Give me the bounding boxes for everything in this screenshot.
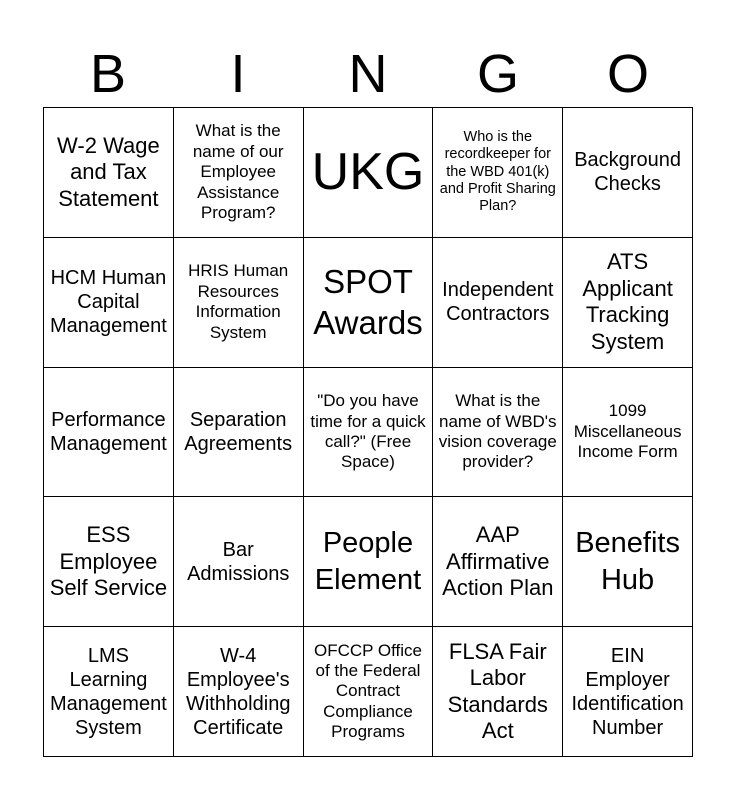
bingo-board xyxy=(43,107,693,757)
bingo-header xyxy=(43,42,693,106)
bingo-cell-r1c3[interactable] xyxy=(304,108,434,238)
cell-label: "Do you have time for a quick call?" (Free Space) xyxy=(310,391,426,472)
bingo-cell-r3c1[interactable] xyxy=(44,368,174,498)
bingo-cell-r3c4[interactable] xyxy=(433,368,563,498)
cell-label: Separation Agreements xyxy=(184,408,293,455)
cell-label: AAP Affirmative Action Plan xyxy=(442,522,554,600)
header-letter-n: N xyxy=(348,44,388,104)
bingo-cell-r4c5[interactable] xyxy=(563,497,693,627)
cell-label: OFCCP Office of the Federal Contract Compliance Programs xyxy=(313,640,422,742)
bingo-cell-r4c1[interactable] xyxy=(44,497,174,627)
cell-label: Performance Management xyxy=(50,408,167,455)
bingo-cell-r5c2[interactable] xyxy=(174,627,304,757)
cell-label: ATS Applicant Tracking System xyxy=(582,249,673,354)
bingo-cell-free-space[interactable] xyxy=(304,368,434,498)
cell-label: EIN Employer Identification Number xyxy=(571,644,684,739)
cell-label: ESS Employee Self Service xyxy=(49,522,168,600)
cell-label: Independent Contractors xyxy=(442,279,554,326)
header-letter-b: B xyxy=(89,44,127,104)
cell-label: What is the name of WBD's vision coverage provider? xyxy=(438,391,557,472)
bingo-cell-r3c5[interactable] xyxy=(563,368,693,498)
cell-label: What is the name of our Employee Assistance Program? xyxy=(192,121,284,222)
bingo-cell-r5c1[interactable] xyxy=(44,627,174,757)
header-letter-o: O xyxy=(606,44,649,104)
cell-label: Bar Admissions xyxy=(187,538,290,585)
bingo-cell-r2c1[interactable] xyxy=(44,238,174,368)
bingo-cell-r4c3[interactable] xyxy=(304,497,434,627)
bingo-cell-r5c3[interactable] xyxy=(304,627,434,757)
cell-label: Benefits Hub xyxy=(575,526,680,596)
cell-label: LMS Learning Management System xyxy=(50,644,167,739)
bingo-cell-r1c5[interactable] xyxy=(563,108,693,238)
bingo-cell-r1c1[interactable] xyxy=(44,108,174,238)
cell-label: 1099 Miscellaneous Income Form xyxy=(573,401,682,462)
cell-label: W-2 Wage and Tax Statement xyxy=(57,132,160,211)
bingo-cell-r3c2[interactable] xyxy=(174,368,304,498)
bingo-cell-r5c4[interactable] xyxy=(433,627,563,757)
bingo-cell-r1c2[interactable] xyxy=(174,108,304,238)
cell-label: Who is the recordkeeper for the WBD 401(k) and Profit Sharing Plan? xyxy=(439,128,556,215)
bingo-cell-r2c4[interactable] xyxy=(433,238,563,368)
cell-label: UKG xyxy=(311,143,425,202)
cell-label: HRIS Human Resources Information System xyxy=(188,261,289,342)
bingo-cell-r1c4[interactable] xyxy=(433,108,563,238)
bingo-cell-r5c5[interactable] xyxy=(563,627,693,757)
header-letter-g: G xyxy=(476,44,519,104)
bingo-cell-r4c2[interactable] xyxy=(174,497,304,627)
cell-label: FLSA Fair Labor Standards Act xyxy=(447,638,548,743)
cell-label: SPOT Awards xyxy=(313,262,423,342)
cell-label: W-4 Employee's Withholding Certificate xyxy=(185,644,291,739)
bingo-cell-r2c3[interactable] xyxy=(304,238,434,368)
cell-label: Background Checks xyxy=(574,149,681,196)
cell-label: HCM Human Capital Management xyxy=(50,267,167,338)
header-letter-i: I xyxy=(230,44,246,104)
cell-label: People Element xyxy=(314,526,422,596)
bingo-cell-r4c4[interactable] xyxy=(433,497,563,627)
bingo-cell-r2c2[interactable] xyxy=(174,238,304,368)
bingo-cell-r2c5[interactable] xyxy=(563,238,693,368)
